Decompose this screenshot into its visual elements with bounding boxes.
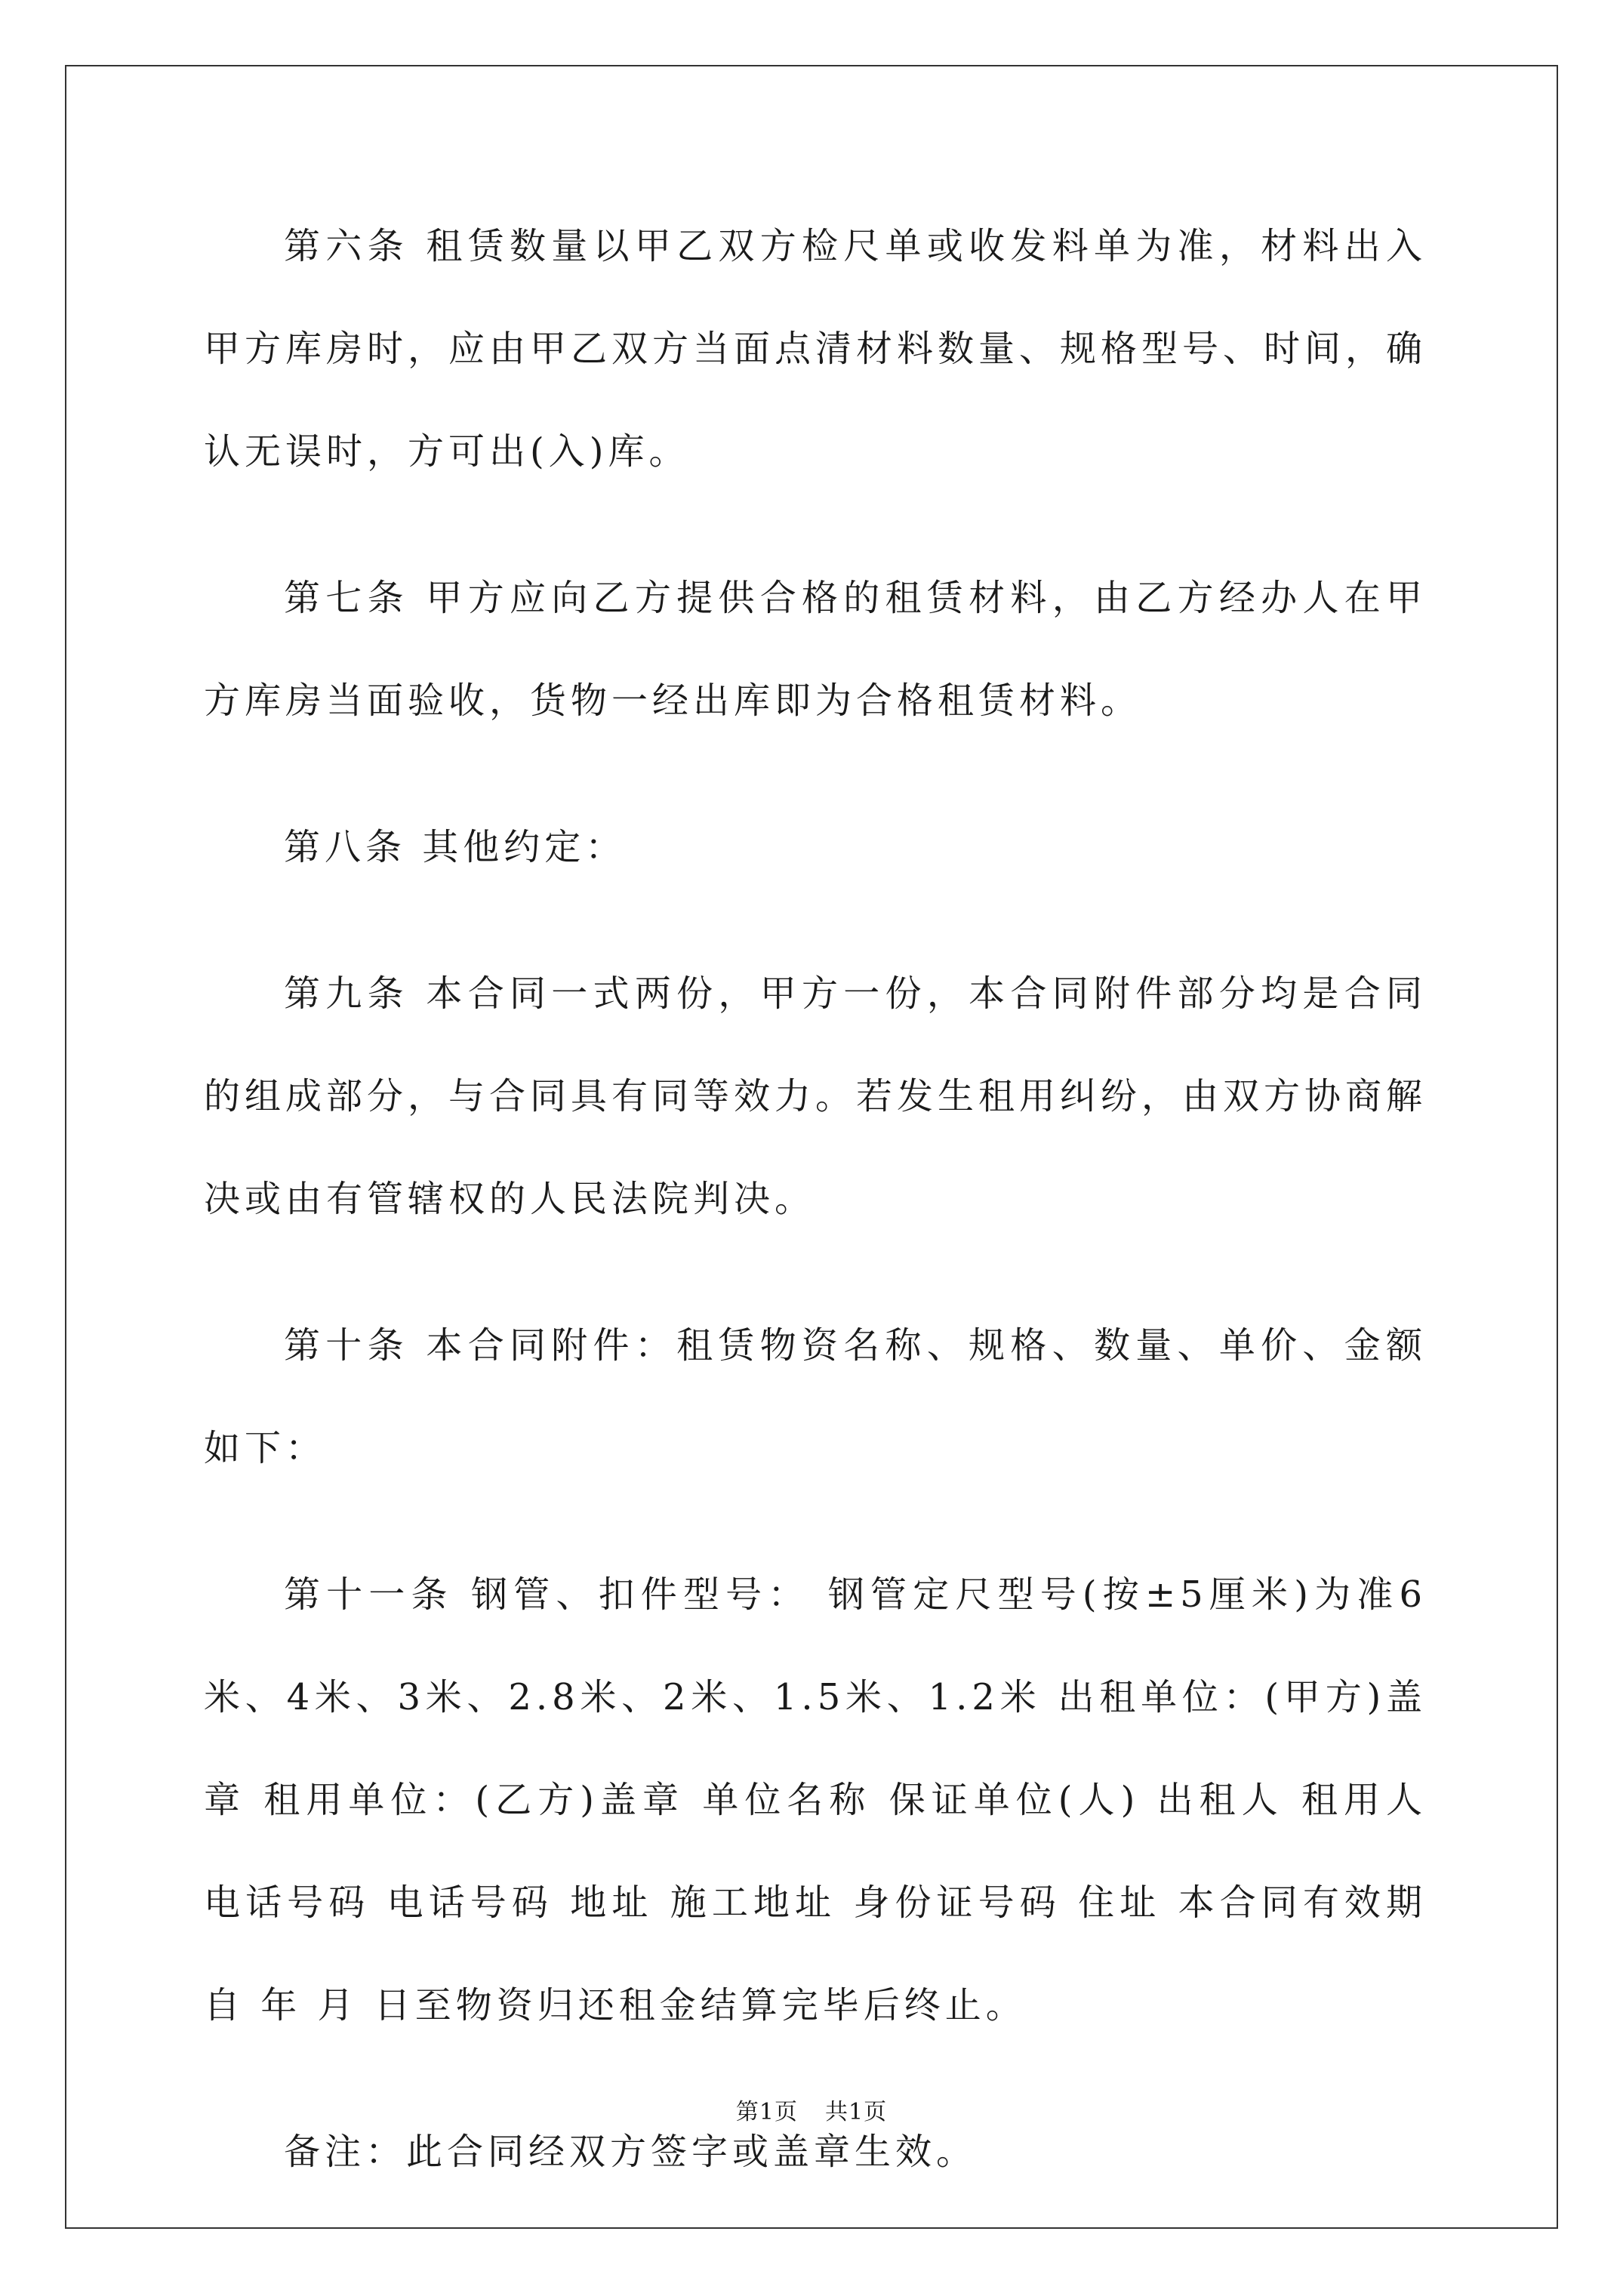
paragraph-article-6: 第六条 租赁数量以甲乙双方检尺单或收发料单为准，材料出入甲方库房时，应由甲乙双方当面点清材料数量、规格型号、时间，确认无误时，方可出(入)库。 [204, 225, 1427, 473]
page-footer [0, 2093, 1623, 2126]
paragraph-article-7: 第七条 甲方应向乙方提供合格的租赁材料，由乙方经办人在甲方库房当面验收，货物一经出库即为合格租赁材料。 [204, 577, 1427, 722]
paragraph-article-8: 第八条 其他约定： [284, 826, 627, 868]
paragraph-remark: 备注：此合同经双方签字或盖章生效。 [284, 2131, 978, 2173]
paragraph-article-10: 第十条 本合同附件：租赁物资名称、规格、数量、单价、金额如下： [204, 1324, 1427, 1469]
document-body [204, 195, 1427, 2247]
page-number-current: 第1页 [735, 2099, 798, 2125]
paragraph-article-9: 第九条 本合同一式两份，甲方一份，本合同附件部分均是合同的组成部分，与合同具有同等效力。若发生租用纠纷，由双方协商解决或由有管辖权的人民法院判决。 [204, 972, 1427, 1220]
page-number-total: 共1页 [825, 2099, 888, 2125]
paragraph-article-11: 第十一条 钢管、扣件型号： 钢管定尺型号(按±5厘米)为准6米、4米、3米、2.8米、2米、1.5米、1.2米 出租单位：(甲方)盖章 租用单位：(乙方)盖章 单位名称 保证单位(人) 出租人 租用人 电话号码 电话号码 地址 施工地址 身份证号码 住址 本合同有效期自 年 月 日至物资归还租金结算完毕后终止。 [204, 1573, 1427, 2026]
